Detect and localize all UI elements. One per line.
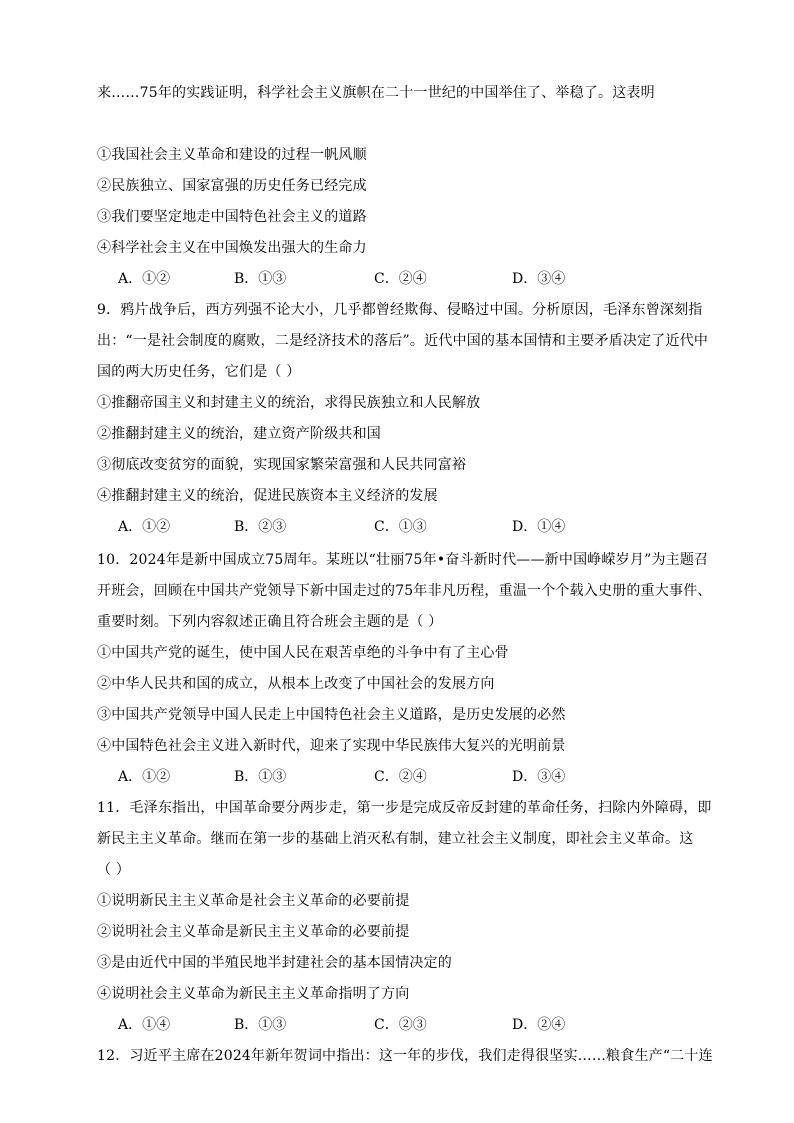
q10-options — [118, 767, 718, 787]
q8-options — [118, 269, 718, 289]
q9-option-b: B．②③ — [234, 519, 287, 535]
q10-statement-4: ④中国特色社会主义进入新时代，迎来了实现中华民族伟大复兴的光明前景 — [97, 738, 566, 754]
q8-option-c: C．②④ — [374, 271, 427, 287]
q9-statement-3: ③彻底改变贫穷的面貌，实现国家繁荣富强和人民共同富裕 — [97, 457, 467, 473]
q11-options — [118, 1015, 718, 1035]
q8-statement-2: ②民族独立、国家富强的历史任务已经完成 — [97, 178, 367, 194]
q9-option-d: D．①④ — [512, 519, 566, 535]
q10-stem-line-1: 10．2024年是新中国成立75周年。某班以“壮丽75年•奋斗新时代——新中国峥嵘岁月”为主题召 — [97, 552, 709, 568]
q8-option-a: A．①② — [118, 271, 171, 287]
q11-stem-line-1: 11．毛泽东指出，中国革命要分两步走，第一步是完成反帝反封建的革命任务，扫除内外障碍，即 — [97, 800, 712, 816]
q9-statement-2: ②推翻封建主义的统治，建立资产阶级共和国 — [97, 426, 381, 442]
q10-option-b: B．①③ — [234, 769, 287, 785]
q10-option-c: C．②④ — [374, 769, 427, 785]
q8-option-b: B．①③ — [234, 271, 287, 287]
q11-statement-2: ②说明社会主义革命是新民主主义革命的必要前提 — [97, 924, 410, 940]
q10-option-d: D．③④ — [512, 769, 566, 785]
q11-stem-line-3: （ ） — [97, 862, 131, 878]
q10-stem-line-3: 重要时刻。下列内容叙述正确且符合班会主题的是（ ） — [97, 614, 443, 630]
q11-option-b: B．①③ — [234, 1017, 287, 1033]
q10-stem-line-2: 开班会，回顾在中国共产党领导下新中国走过的75年非凡历程，重温一个个载入史册的重大事件、 — [97, 583, 712, 599]
q8-option-d: D．③④ — [512, 271, 566, 287]
q10-option-a: A．①② — [118, 769, 171, 785]
q10-statement-1: ①中国共产党的诞生，使中国人民在艰苦卓绝的斗争中有了主心骨 — [97, 645, 509, 661]
q9-stem-line-1: 9．鸦片战争后，西方列强不论大小，几乎都曾经欺侮、侵略过中国。分析原因，毛泽东曾深刻指 — [97, 302, 703, 318]
q11-option-d: D．②④ — [512, 1017, 566, 1033]
q10-statement-3: ③中国共产党领导中国人民走上中国特色社会主义道路，是历史发展的必然 — [97, 707, 566, 723]
q9-stem-line-3: 国的两大历史任务，它们是（ ） — [97, 364, 301, 380]
q11-option-a: A．①④ — [118, 1017, 171, 1033]
q11-statement-1: ①说明新民主主义革命是社会主义革命的必要前提 — [97, 893, 410, 909]
q11-statement-4: ④说明社会主义革命为新民主主义革命指明了方向 — [97, 986, 410, 1002]
q9-statement-1: ①推翻帝国主义和封建主义的统治，求得民族独立和人民解放 — [97, 395, 481, 411]
q9-statement-4: ④推翻封建主义的统治，促进民族资本主义经济的发展 — [97, 488, 438, 504]
q11-statement-3: ③是由近代中国的半殖民地半封建社会的基本国情决定的 — [97, 955, 452, 971]
q11-stem-line-2: 新民主主义革命。继而在第一步的基础上消灭私有制，建立社会主义制度，即社会主义革命。这 — [97, 831, 694, 847]
q8-statement-3: ③我们要坚定地走中国特色社会主义的道路 — [97, 209, 367, 225]
q8-statement-1: ①我国社会主义革命和建设的过程一帆风顺 — [97, 147, 367, 163]
q9-option-a: A．①② — [118, 519, 171, 535]
q9-options — [118, 517, 718, 537]
q9-option-c: C．①③ — [374, 519, 427, 535]
q8-stem: 来……75年的实践证明，科学社会主义旗帜在二十一世纪的中国举住了、举稳了。这表明 — [97, 85, 655, 101]
q11-option-c: C．②③ — [374, 1017, 427, 1033]
q8-statement-4: ④科学社会主义在中国焕发出强大的生命力 — [97, 240, 367, 256]
q10-statement-2: ②中华人民共和国的成立，从根本上改变了中国社会的发展方向 — [97, 676, 495, 692]
q12-stem-line-1: 12．习近平主席在2024年新年贺词中指出：这一年的步伐，我们走得很坚实……粮食生产“二十连 — [97, 1048, 713, 1064]
q9-stem-line-2: 出：“一是社会制度的腐败，二是经济技术的落后”。近代中国的基本国情和主要矛盾决定了近代中 — [97, 333, 709, 349]
